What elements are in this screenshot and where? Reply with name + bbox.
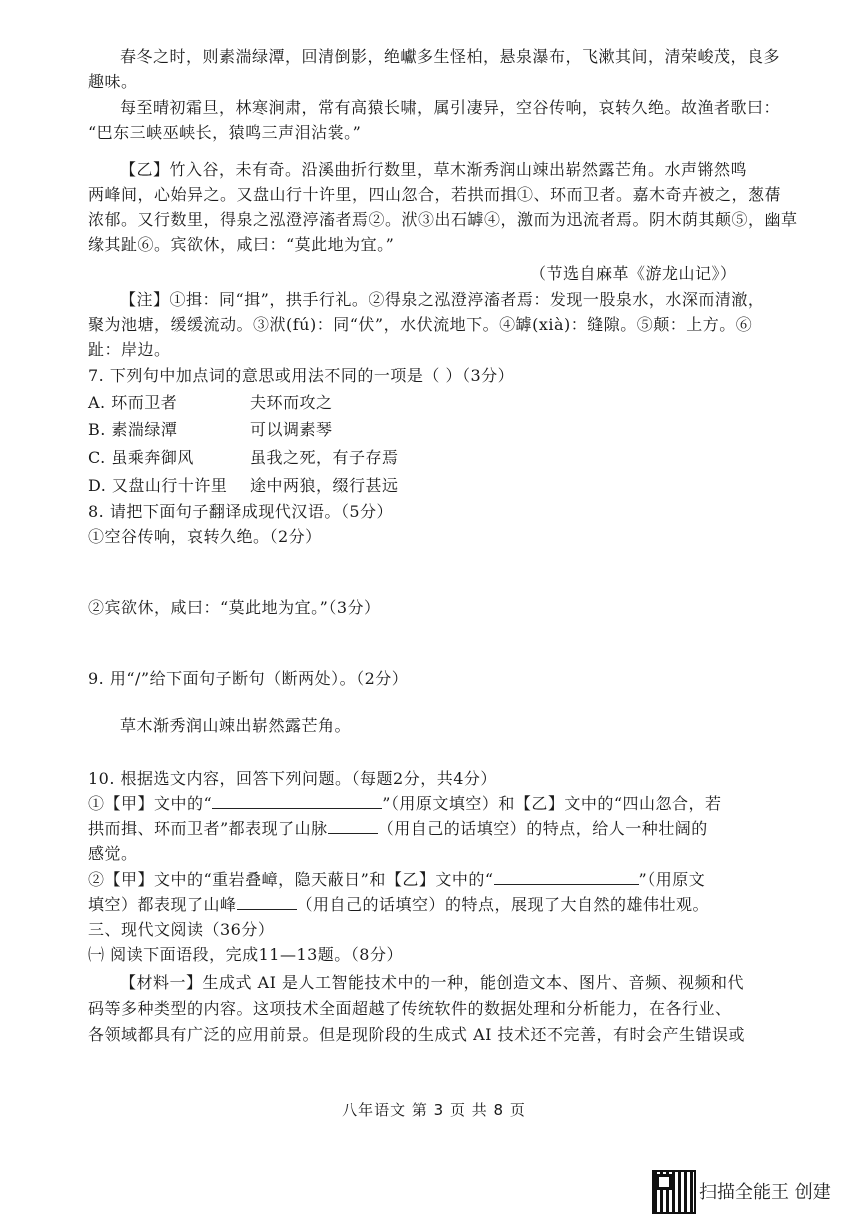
scanner-watermark: 扫描全能王 创建 xyxy=(699,1182,831,1203)
q10-line-4 xyxy=(88,870,705,890)
answer-blank[interactable] xyxy=(328,819,378,834)
note-line: 聚为池塘，缓缓流动。③洑(fú)：同“伏”，水伏流地下。④罅(xià)：缝隙。⑤颠：上方。⑥ xyxy=(88,315,753,334)
question-10-stem: 10. 根据选文内容，回答下列问题。（每题2分，共4分） xyxy=(88,769,497,788)
passage-yi-line: 两峰间，心始异之。又盘山行十许里，四山忽合，若拱而揖①、环而卫者。嘉木奇卉被之，葱蒨 xyxy=(88,185,782,204)
q7-option-b: B. 素湍绿潭 xyxy=(88,420,178,439)
passage-yi-line: 浓郁。又行数里，得泉之泓澄渟滀者焉②。洑③出石罅④，激而为迅流者焉。阴木荫其颠⑤，幽草 xyxy=(88,210,798,229)
passage-jia-line: 趣味。 xyxy=(88,72,138,91)
source-citation: （节选自麻革《游龙山记》） xyxy=(530,264,737,283)
passage-jia-line: 每至晴初霜旦，林寒涧肃，常有高猿长啸，属引凄异，空谷传响，哀转久绝。故渔者歌曰： xyxy=(120,98,781,117)
section-3-title: 三、现代文阅读（36分） xyxy=(88,920,275,939)
qr-code-icon xyxy=(652,1170,696,1214)
material-1-line: 码等多种类型的内容。这项技术全面超越了传统软件的数据处理和分析能力，在各行业、 xyxy=(88,999,732,1018)
passage-jia-line: 春冬之时，则素湍绿潭，回清倒影，绝巘多生怪柏，悬泉瀑布，飞漱其间，清荣峻茂，良多 xyxy=(120,47,781,66)
q7-option-a-pair: 夫环而攻之 xyxy=(250,393,333,412)
q10-text: 填空）都表现了山峰 xyxy=(88,895,237,914)
q10-text: ”（用原文填空）和【乙】文中的“四山忽合，若 xyxy=(382,794,722,813)
passage-yi-line: 缘其趾⑥。宾欲休，咸曰：“莫此地为宜。” xyxy=(88,235,395,254)
section-3-subtitle: ㈠ 阅读下面语段，完成11—13题。（8分） xyxy=(88,945,403,964)
passage-jia-line: “巴东三峡巫峡长，猿鸣三声泪沾裳。” xyxy=(88,123,362,142)
q10-text: ①【甲】文中的“ xyxy=(88,794,213,813)
q10-text: ”（用原文 xyxy=(638,870,706,889)
q7-option-d-pair: 途中两狼，缀行甚远 xyxy=(250,476,399,495)
question-9-stem: 9. 用“/”给下面句子断句（断两处）。（2分） xyxy=(88,669,409,688)
q10-line-3: 感觉。 xyxy=(88,844,138,863)
q10-text: ②【甲】文中的“重岩叠嶂，隐天蔽日”和【乙】文中的“ xyxy=(88,870,494,889)
page-footer: 八年语文 第 3 页 共 8 页 xyxy=(342,1101,526,1119)
q7-option-d: D. 又盘山行十许里 xyxy=(88,476,228,495)
q9-sentence: 草木渐秀润山竦出崭然露芒角。 xyxy=(120,716,352,735)
q8-item-2: ②宾欲休，咸曰：“莫此地为宜。”（3分） xyxy=(88,598,381,617)
q10-line-2 xyxy=(88,819,708,839)
q10-line-5 xyxy=(88,895,709,915)
question-8-stem: 8. 请把下面句子翻译成现代汉语。（5分） xyxy=(88,502,394,521)
q7-option-b-pair: 可以调素琴 xyxy=(250,420,333,439)
answer-blank[interactable] xyxy=(494,870,639,885)
answer-blank[interactable] xyxy=(237,895,297,910)
q10-line-1 xyxy=(88,794,722,814)
note-line: 趾：岸边。 xyxy=(88,340,171,359)
question-7-stem: 7. 下列句中加点词的意思或用法不同的一项是（ ）（3分） xyxy=(88,366,515,385)
q8-item-1: ①空谷传响，哀转久绝。（2分） xyxy=(88,527,322,546)
material-1-line: 【材料一】生成式 AI 是人工智能技术中的一种，能创造文本、图片、音频、视频和代 xyxy=(120,973,745,992)
note-line: 【注】①揖：同“揖”，拱手行礼。②得泉之泓澄渟滀者焉：发现一股泉水，水深而清澈， xyxy=(120,290,765,309)
q10-text: （用自己的话填空）的特点，展现了大自然的雄伟壮观。 xyxy=(296,895,710,914)
q7-option-a: A. 环而卫者 xyxy=(88,393,178,412)
q7-option-c-pair: 虽我之死，有子存焉 xyxy=(250,448,399,467)
material-1-line: 各领域都具有广泛的应用前景。但是现阶段的生成式 AI 技术还不完善，有时会产生错误或 xyxy=(88,1025,746,1044)
q7-option-c: C. 虽乘奔御风 xyxy=(88,448,194,467)
answer-blank[interactable] xyxy=(212,794,382,809)
q10-text: 拱而揖、环而卫者”都表现了山脉 xyxy=(88,819,328,838)
q10-text: （用自己的话填空）的特点，给人一种壮阔的 xyxy=(377,819,708,838)
passage-yi-line: 【乙】竹入谷，未有奇。沿溪曲折行数里，草木渐秀润山竦出崭然露芒角。水声锵然鸣 xyxy=(120,160,748,179)
